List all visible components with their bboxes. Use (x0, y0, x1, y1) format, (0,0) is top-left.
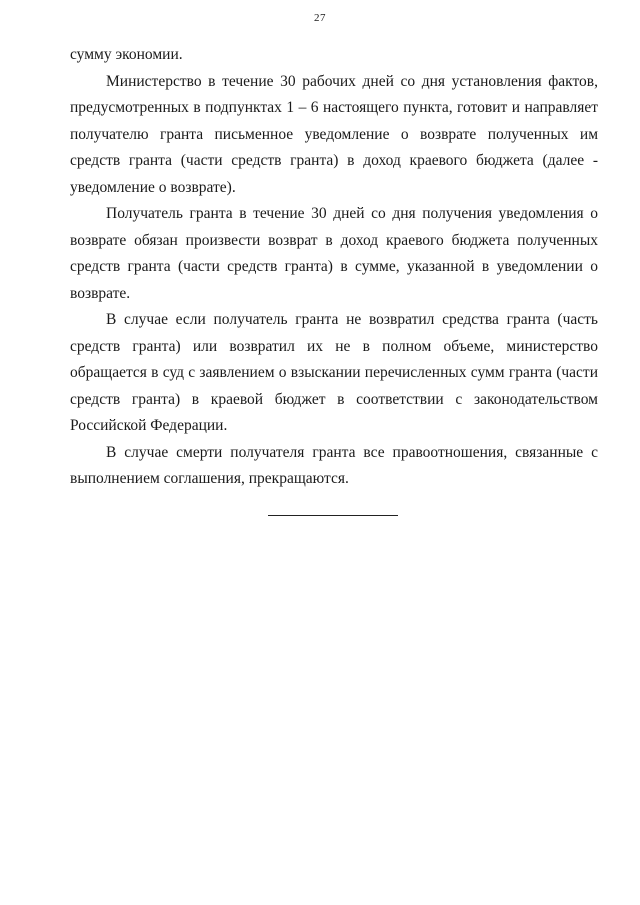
paragraph-return-obligation: Получатель гранта в течение 30 дней со дня получения уведомления о возврате обязан произвести возврат в доход краевого бюджета полученных средств гранта (части средств гранта) в сумме, указанной в уведомлении о возврате. (70, 205, 598, 302)
end-of-document-rule (268, 515, 398, 516)
paragraph-ministry-notice: Министерство в течение 30 рабочих дней со дня установления фактов, предусмотренных в подпунктах 1 – 6 настоящего пункта, готовит и направляет получателю гранта письменное уведомление о возврате полученных им средств гранта (части средств гранта) в доход краевого бюджета (далее - уведомление о возврате). (70, 72, 598, 196)
page-number: 27 (314, 12, 326, 24)
paragraph-death-termination: В случае смерти получателя гранта все правоотношения, связанные с выполнением соглашения, прекращаются. (70, 443, 598, 487)
paragraph-court-recovery: В случае если получатель гранта не возвратил средства гранта (часть средств гранта) или возвратил их не в полном объеме, министерство обращается в суд с заявлением о взыскании перечисленных сумм гранта (части средств гранта) в краевой бюджет в соответствии с законодательством Российской Федерации. (70, 311, 598, 434)
paragraph-continuation: сумму экономии. (70, 46, 183, 63)
document-body (70, 42, 598, 493)
